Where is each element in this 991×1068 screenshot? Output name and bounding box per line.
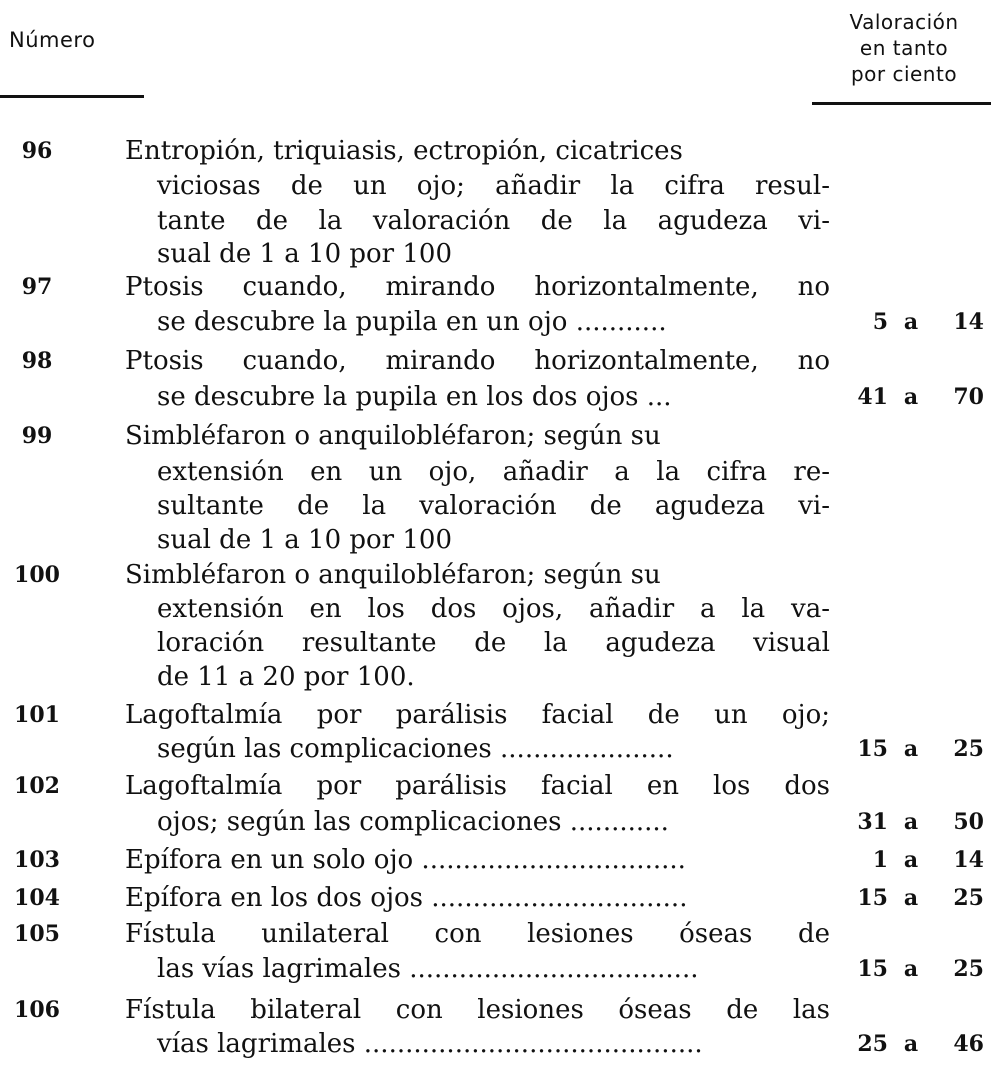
entry-text-line: Epífora en los dos ojos ............................... [125,883,688,913]
valuation-max: 25 [953,736,984,762]
entry-text-line: extensión en los dos ojos, añadir a la va- [157,594,830,624]
entry-text-line: Epífora en un solo ojo ................................ [125,845,686,875]
entry-text-line: sultante de la valoración de agudeza vi- [157,491,830,521]
entry-text-line: Entropión, triquiasis, ectropión, cicatrices [125,136,683,166]
valuation-header-rule [812,102,991,105]
valuation-header-line: por ciento [850,62,958,86]
entry-text-line: Lagoftalmía por parálisis facial de un ojo; [125,700,830,730]
valuation-max: 50 [953,809,984,835]
valuation-separator: a [903,309,919,335]
entry-number: 105 [14,921,60,947]
number-header-rule [0,95,144,98]
entry-number: 99 [21,423,53,449]
entry-number: 104 [14,885,60,911]
valuation-min: 1 [872,847,888,873]
valuation-max: 25 [953,956,984,982]
valuation-max: 46 [953,1031,984,1057]
valuation-separator: a [903,847,919,873]
entry-text-line: Simbléfaron o anquilobléfaron; según su [125,421,661,451]
entry-text-line: Simbléfaron o anquilobléfaron; según su [125,560,661,590]
entry-text-line: vías lagrimales ......................................... [157,1029,703,1059]
entry-text-line: loración resultante de la agudeza visual [157,628,830,658]
entry-text-line: extensión en un ojo, añadir a la cifra re- [157,457,830,487]
entry-number: 103 [14,847,60,873]
valuation-min: 15 [857,736,888,762]
entry-text-line: se descubre la pupila en un ojo ........... [157,307,667,337]
valuation-max: 14 [953,847,984,873]
valuation-max: 14 [953,309,984,335]
number-column-header: Número [9,28,96,52]
valuation-min: 15 [857,956,888,982]
entry-text-line: Lagoftalmía por parálisis facial en los dos [125,771,830,801]
entry-text-line: de 11 a 20 por 100. [157,662,415,692]
entry-number: 106 [14,997,60,1023]
valuation-max: 70 [953,384,984,410]
entry-number: 97 [21,274,53,300]
entry-number: 101 [14,702,60,728]
entry-number: 102 [14,773,60,799]
entry-number: 100 [14,562,60,588]
valuation-header-line: Valoración [849,10,959,34]
entry-text-line: las vías lagrimales ................................... [157,954,699,984]
valuation-separator: a [903,809,919,835]
valuation-separator: a [903,956,919,982]
valuation-min: 15 [857,885,888,911]
entry-text-line: Ptosis cuando, mirando horizontalmente, no [125,272,830,302]
entry-text-line: ojos; según las complicaciones ............ [157,807,669,837]
valuation-min: 41 [857,384,888,410]
valuation-separator: a [903,736,919,762]
valuation-min: 5 [872,309,888,335]
valuation-max: 25 [953,885,984,911]
entry-number: 98 [21,348,53,374]
entry-text-line: sual de 1 a 10 por 100 [157,525,453,555]
valuation-min: 31 [857,809,888,835]
entry-text-line: se descubre la pupila en los dos ojos ... [157,382,672,412]
entry-text-line: tante de la valoración de la agudeza vi- [157,206,830,236]
entry-text-line: Fístula unilateral con lesiones óseas de [125,919,830,949]
valuation-column-header [820,9,988,87]
valuation-separator: a [903,384,919,410]
entry-text-line: viciosas de un ojo; añadir la cifra resul- [157,171,830,201]
valuation-separator: a [903,885,919,911]
entry-text-line: sual de 1 a 10 por 100 [157,239,453,269]
valuation-min: 25 [857,1031,888,1057]
valuation-separator: a [903,1031,919,1057]
valuation-header-line: en tanto [859,36,949,60]
entry-text-line: según las complicaciones ..................... [157,734,674,764]
entry-text-line: Fístula bilateral con lesiones óseas de las [125,995,830,1025]
entry-text-line: Ptosis cuando, mirando horizontalmente, no [125,346,830,376]
entry-number: 96 [21,138,53,164]
